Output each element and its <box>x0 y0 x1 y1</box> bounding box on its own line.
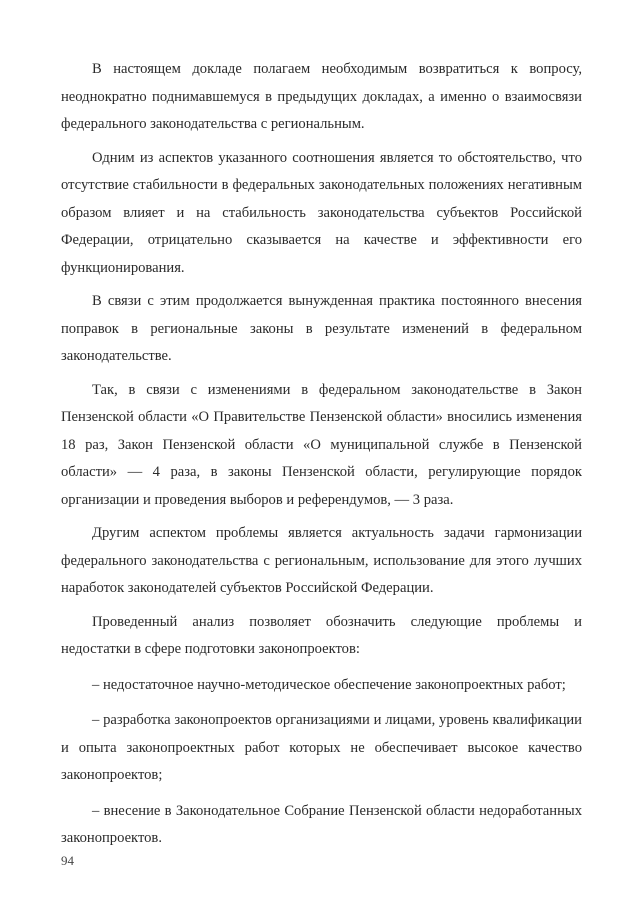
paragraph: Другим аспектом проблемы является актуальность задачи гармонизации федерального законодательства с региональным, использование для этого лучших наработок законодателей субъектов Российской Федерации. <box>61 525 582 596</box>
list-item: – внесение в Законодательное Собрание Пензенской области недоработанных законопроектов. <box>61 802 582 846</box>
paragraph: В настоящем докладе полагаем необходимым возвратиться к вопросу, неоднократно поднимавшемуся в предыдущих докладах, а именно о взаимосвязи федерального законодательства с региональным. <box>61 61 582 132</box>
list-item: – недостаточное научно-методическое обеспечение законопроектных работ; <box>92 676 566 693</box>
list-item: – разработка законопроектов организациями и лицами, уровень квалификации и опыта законопроектных работ которых не обеспечивает высокое качество законопроектов; <box>61 712 582 783</box>
paragraph: Так, в связи с изменениями в федеральном законодательстве в Закон Пензенской области «О Правительстве Пензенской области» вносились изменения 18 раз, Закон Пензенской области «О муниципальной службе в Пензенской области» — 4 раза, в законы Пензенской области, регулирующие порядок организации и проведения выборов и референдумов, — 3 раза. <box>61 381 582 508</box>
paragraph: В связи с этим продолжается вынужденная практика постоянного внесения поправок в региональные законы в результате изменений в федеральном законодательстве. <box>61 293 582 364</box>
document-body <box>61 56 582 853</box>
paragraph: Одним из аспектов указанного соотношения является то обстоятельство, что отсутствие стабильности в федеральных законодательных положениях негативным образом влияет и на стабильность законодательства субъектов Российской Федерации, отрицательно сказывается на качестве и эффективности его функционирования. <box>61 149 582 276</box>
paragraph: Проведенный анализ позволяет обозначить следующие проблемы и недостатки в сфере подготовки законопроектов: <box>61 613 582 657</box>
page-number: 94 <box>61 853 74 868</box>
